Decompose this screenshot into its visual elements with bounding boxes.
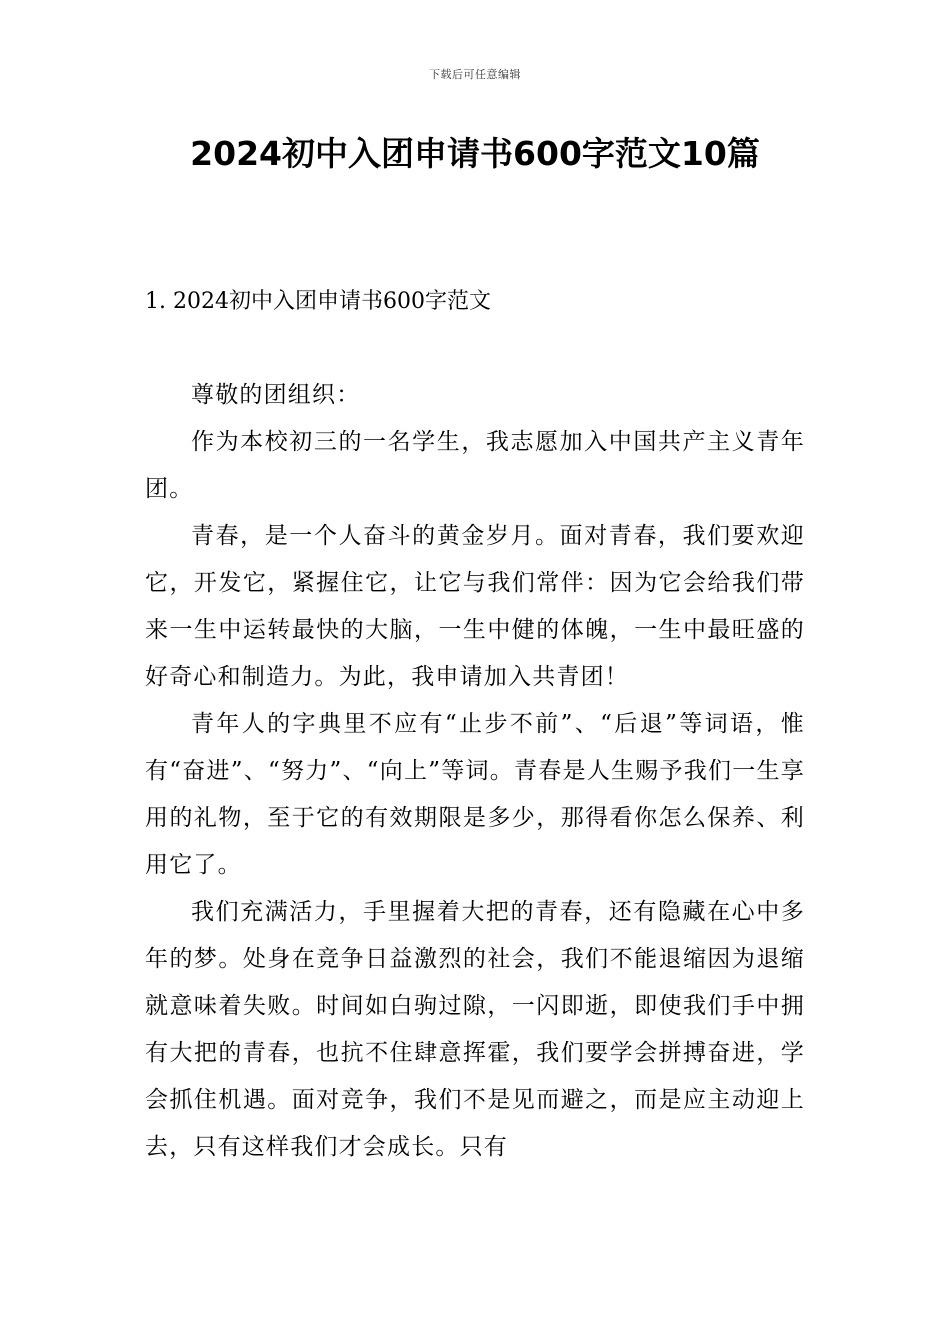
- paragraph: 我们充满活力，手里握着大把的青春，还有隐藏在心中多年的梦。处身在竞争日益激烈的社会，我们不能退缩因为退缩就意味着失败。时间如白驹过隙，一闪即逝，即使我们手中拥有大把的青春，也抗不住肆意挥霍，我们要学会拼搏奋进，学会抓住机遇。面对竞争，我们不是见而避之，而是应主动迎上去，只有这样我们才会成长。只有: [145, 899, 805, 1160]
- body-text: [145, 372, 805, 1171]
- paragraph: 青春，是一个人奋斗的黄金岁月。面对青春，我们要欢迎它，开发它，紧握住它，让它与我们常伴：因为它会给我们带来一生中运转最快的大脑，一生中健的体魄，一生中最旺盛的好奇心和制造力。为此，我申请加入共青团！: [145, 523, 805, 690]
- header-note: 下载后可任意编辑: [429, 68, 521, 81]
- section-heading: 1. 2024初中入团申请书600字范文: [145, 289, 491, 314]
- salutation: 尊敬的团组织：: [191, 382, 361, 408]
- paragraph: 青年人的字典里不应有“止步不前”、“后退”等词语，惟有“奋进”、“努力”、“向上”等词。青春是人生赐予我们一生享用的礼物，至于它的有效期限是多少，那得看你怎么保养、利用它了。: [145, 711, 805, 878]
- paragraph: 作为本校初三的一名学生，我志愿加入中国共产主义青年团。: [145, 429, 805, 502]
- document-title: 2024初中入团申请书600字范文10篇: [190, 134, 760, 173]
